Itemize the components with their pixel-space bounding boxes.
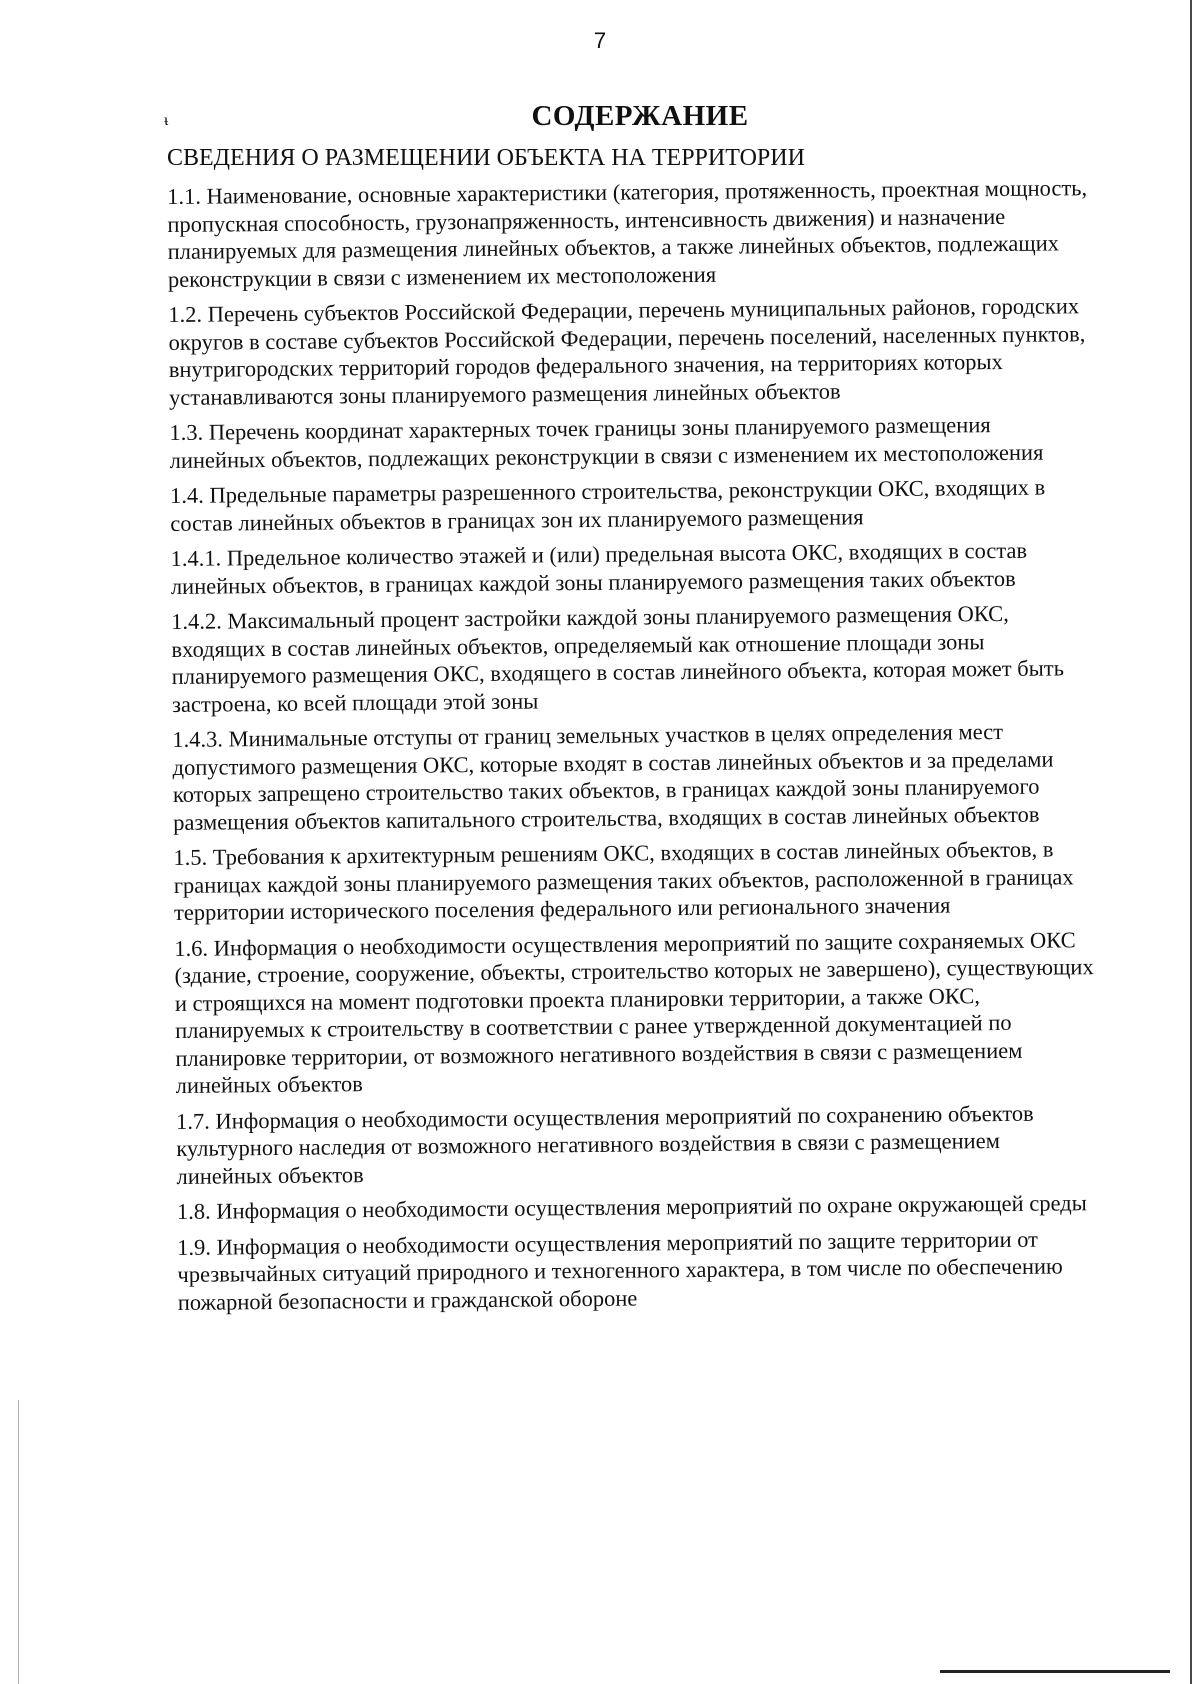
toc-entry-1-3: 1.3. Перечень координат характерных точек границы зоны планируемого размещения линейных объектов, подлежащих реконструкции в связи с изменением их местоположения <box>169 412 1044 473</box>
toc-entry-1-5: 1.5. Требования к архитектурным решениям ОКС, входящих в состав линейных объектов, в границах каждой зоны планируемого размещения таких объектов, расположенной в границах территории исторического поселения федерального или регионального значения <box>173 836 1074 925</box>
page-title: СОДЕРЖАНИЕ <box>531 100 749 132</box>
toc-entry-1-4-2: 1.4.2. Максимальный процент застройки каждой зоны планируемого размещения ОКС, входящих в состав линейных объектов, определяемый как отношение площади зоны планируемого размещения ОКС, входящего в состав линейного объекта, которая может быть застроена, ко всей площади этой зоны <box>171 600 1065 717</box>
scan-edge-left <box>18 1400 19 1684</box>
toc-entry-1-8: 1.8. Информация о необходимости осуществления мероприятий по охране окружающей среды <box>176 1190 1087 1224</box>
table-of-contents <box>167 174 1098 1324</box>
page-number: 7 <box>593 28 607 53</box>
toc-entry-1-4: 1.4. Предельные параметры разрешенного строительства, реконструкции ОКС, входящих в состав линейных объектов в границах зон их планируемого размещения <box>169 474 1046 536</box>
scan-edge-right <box>1190 0 1192 1684</box>
toc-entry-1-6: 1.6. Информация о необходимости осуществления мероприятий по защите сохраняемых ОКС (здание, строение, сооружение, объекты, строительство которых не завершено), существующих и строящихся на момент подготовки проекта планировки территории, а также ОКС, планируемых к строительству в соответствии с ранее утвержденной документацией по планировке территории, от возможного негативного воздействия в связи с размещением линейных объектов <box>174 926 1094 1098</box>
toc-entry-1-7: 1.7. Информация о необходимости осуществления мероприятий по сохранению объектов культурного наследия от возможного негативного воздействия в связи с размещением линейных объектов <box>175 1100 1034 1189</box>
toc-entry-1-1: 1.1. Наименование, основные характеристики (категория, протяженность, проектная мощность, пропускная способность, грузонапряженность, интенсивность движения) и назначение планируемых для размещения линейных объектов, а также линейных объектов, подлежащих реконструкции в связи с изменением их местоположения <box>167 175 1088 292</box>
toc-entry-1-9: 1.9. Информация о необходимости осуществления мероприятий по защите территории от чрезвычайных ситуаций природного и техногенного характера, в том числе по обеспечению пожарной безопасности и гражданской обороне <box>177 1226 1063 1315</box>
scan-artifact-mark: ᵼ <box>164 112 169 129</box>
toc-entry-1-4-3: 1.4.3. Минимальные отступы от границ земельных участков в целях определения мест допустимого размещения ОКС, которые входят в состав линейных объектов и за пределами которых запрещено строительство таких объектов, в границах каждой зоны планируемого размещения объектов капитального строительства, входящих в состав линейных объектов <box>172 719 1054 835</box>
toc-entry-1-2: 1.2. Перечень субъектов Российской Федерации, перечень муниципальных районов, городских округов в составе субъектов Российской Федерации, перечень поселений, населенных пунктов, внутригородских территорий городов федерального значения, на территориях которых устанавливаются зоны планируемого размещения линейных объектов <box>168 293 1086 410</box>
section-header: СВЕДЕНИЯ О РАЗМЕЩЕНИИ ОБЪЕКТА НА ТЕРРИТОРИИ <box>167 145 805 171</box>
scan-bottom-line <box>940 1670 1170 1673</box>
toc-entry-1-4-1: 1.4.1. Предельное количество этажей и (или) предельная высота ОКС, входящих в состав линейных объектов, в границах каждой зоны планируемого размещения таких объектов <box>170 537 1028 599</box>
